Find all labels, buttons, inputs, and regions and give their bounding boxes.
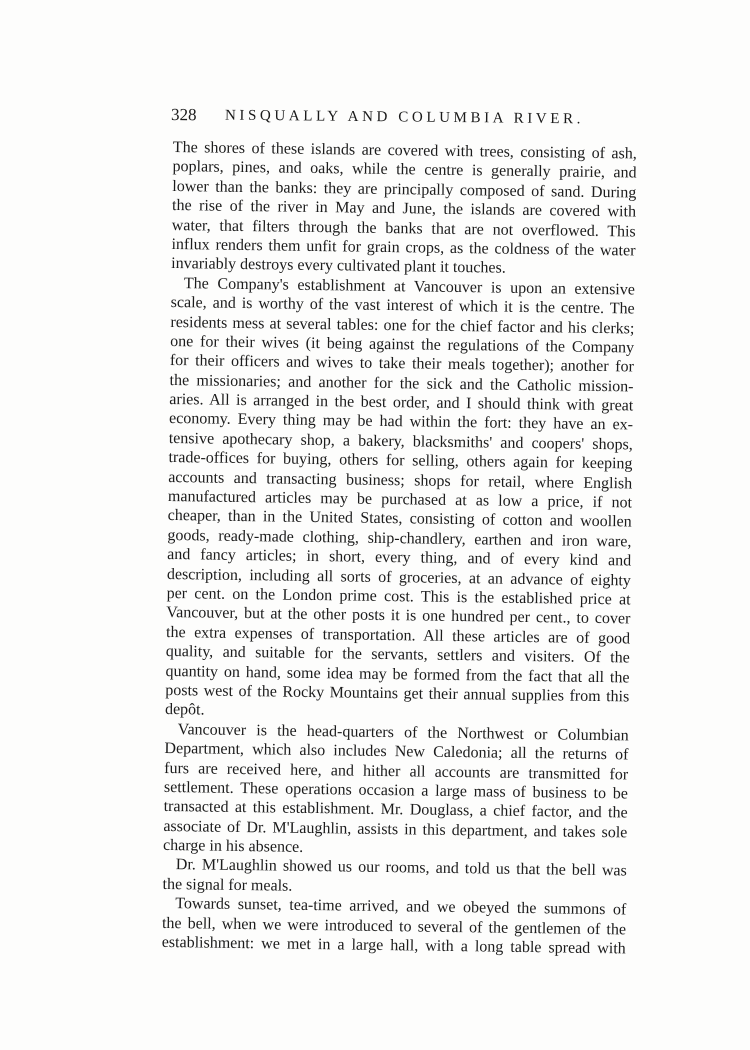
text-line: invariably destroys every cultivated plant it touches. [171, 255, 506, 278]
text-line: accounts and transacting business; shops for retail, where English [168, 468, 633, 493]
text-line: Towards sunset, tea-time arrived, and we obeyed the summons of [175, 895, 627, 919]
body-text [162, 138, 637, 959]
text-line: Vancouver, but at the other posts it is one hundred per cent., to cover [166, 604, 631, 628]
text-line: The Company's establishment at Vancouver is upon an extensive [183, 274, 636, 299]
text-line: scale, and is worthy of the vast interest of which it is the centre. The [170, 294, 635, 318]
text-line: The shores of these islands are covered with trees, consisting of ash, [172, 138, 637, 163]
text-line: the extra expenses of transportation. All these articles are of good [165, 623, 631, 648]
paragraph [171, 138, 637, 280]
text-line: transacted at this establishment. Mr. Douglass, a chief factor, and the [163, 798, 628, 822]
text-line: water, that filters through the banks that are not overflowed. This [171, 216, 636, 241]
text-line: furs are received here, and hither all accounts are transmitted for [164, 759, 629, 783]
text-line: for their officers and wives to take their meals together); another for [169, 352, 634, 376]
page-header [171, 104, 641, 133]
text-line: per cent. on the London prime cost. This is the established price at [166, 584, 631, 609]
text-line: poplars, pines, and oaks, while the centre is generally prairie, and [172, 158, 637, 182]
text-line: lower than the banks: they are principally composed of sand. During [172, 177, 637, 202]
text-line: trade-offices for buying, others for selling, others again for keeping [168, 449, 633, 473]
text-line: the signal for meals. [162, 875, 293, 895]
text-line: economy. Every thing may be had within the fort: they have an ex- [168, 410, 634, 434]
text-line: Dr. M'Laughlin showed us our rooms, and told us that the bell was [175, 856, 627, 880]
running-title: NISQUALLY AND COLUMBIA RIVER. [224, 107, 585, 128]
text-line: influx renders them unfit for grain crops, as the coldness of the water [171, 235, 636, 260]
paragraph [165, 274, 635, 726]
text-line: establishment: we met in a large hall, with a long table spread with [161, 933, 626, 958]
text-line: cheaper, than in the United States, consisting of cotton and woollen [167, 507, 632, 531]
text-line: aries. All is arranged in the best order, and I should think with great [169, 391, 634, 415]
text-line: goods, ready-made clothing, ship-chandlery, earthen and iron ware, [167, 526, 632, 551]
text-line: and fancy articles; in short, every thing, and of every kind and [167, 546, 632, 570]
text-line: residents mess at several tables: one for the chief factor and his clerks; [170, 313, 635, 337]
paragraph [162, 855, 626, 900]
text-line: the missionaries; and another for the sick and the Catholic mission- [169, 371, 634, 396]
text-line: settlement. These operations occasion a large mass of business to be [163, 778, 629, 803]
text-line: quality, and suitable for the servants, settlers and visiters. Of the [165, 643, 630, 667]
text-line: Vancouver is the head-quarters of the Northwest or Columbian [177, 720, 629, 745]
text-line: the bell, when we were introduced to several of the gentlemen of the [161, 914, 627, 939]
text-line: associate of Dr. M'Laughlin, assists in this department, and takes sole [163, 817, 628, 842]
text-line: posts west of the Rocky Mountains get their annual supplies from this [165, 681, 630, 706]
text-line: depôt. [164, 701, 205, 719]
text-line: one for their wives (it being against the regulations of the Company [170, 332, 635, 357]
page-number: 328 [170, 105, 197, 125]
text-line: Department, which also includes New Caledonia; all the returns of [164, 740, 629, 764]
text-line: the rise of the river in May and June, the islands are covered with [171, 197, 637, 221]
text-line: manufactured articles may be purchased at as low a price, if not [167, 487, 633, 512]
paragraph [163, 720, 629, 862]
text-line: tensive apothecary shop, a bakery, blacksmiths' and coopers' shops, [168, 429, 633, 454]
paragraph [162, 894, 627, 959]
text-line: charge in his absence. [163, 836, 304, 856]
text-line: quantity on hand, some idea may be formed from the fact that all the [165, 662, 630, 686]
text-line: description, including all sorts of groceries, at an advance of eighty [166, 565, 631, 590]
